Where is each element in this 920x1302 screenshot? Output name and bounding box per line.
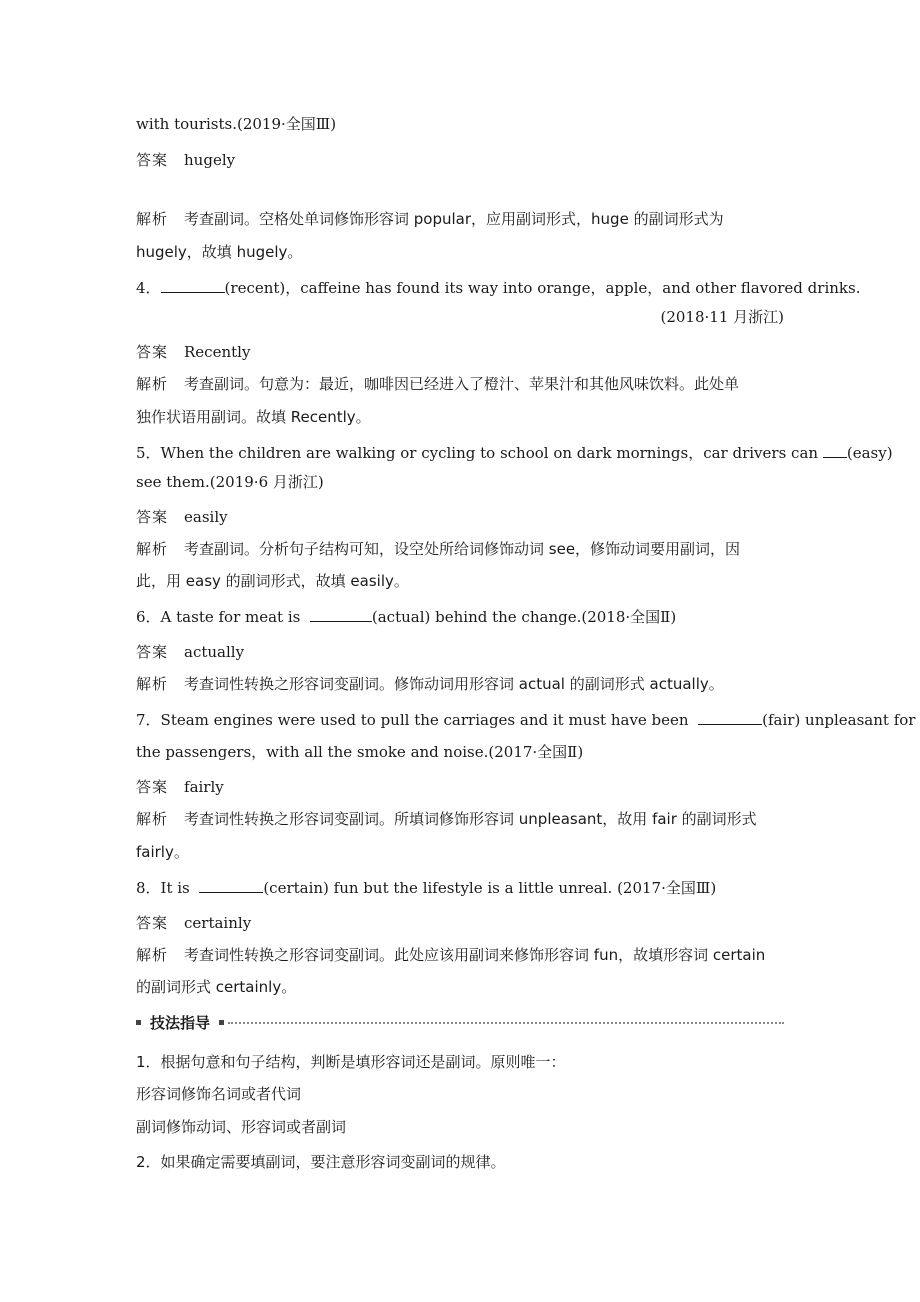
answer-row [136,642,244,662]
question-text: 6．A taste for meat is [136,608,301,626]
explanation-text: 考查词性转换之形容词变副词。修饰动词用形容词 actual 的副词形式 actually。 [184,675,724,693]
explanation-label: 解析 [136,375,169,393]
explanation-text: 考查词性转换之形容词变副词。所填词修饰形容词 unpleasant，故用 fair 的副词形式 [184,810,757,828]
square-bullet-icon [136,1020,141,1025]
explanation-continuation: fairly。 [136,843,189,861]
question-5 [136,443,893,463]
explanation-text: 考查副词。分析句子结构可知，设空处所给词修饰动词 see，修饰动词要用副词，因 [184,540,741,558]
explanation-text: 考查副词。句意为：最近，咖啡因已经进入了橙汁、苹果汁和其他风味饮料。此处单 [184,375,740,393]
question-text: 7．Steam engines were used to pull the carriages and it must have been [136,711,689,729]
explanation-row [136,674,724,694]
answer-label: 答案 [136,643,169,661]
question-number: 4． [136,279,161,297]
answer-value: actually [184,643,245,661]
answer-row [136,913,251,933]
answer-row [136,777,224,797]
tip-line: 2．如果确定需要填副词，要注意形容词变副词的规律。 [136,1153,506,1171]
answer-value: easily [184,508,228,526]
explanation-row [136,539,740,559]
answer-blank [310,607,372,622]
answer-blank [199,878,263,893]
answer-blank [823,443,847,458]
explanation-row [136,209,724,229]
question-text-end: (easy) [846,444,893,462]
answer-row [136,507,228,527]
answer-label: 答案 [136,151,169,169]
text-line: with tourists.(2019·全国Ⅲ) [136,115,337,133]
answer-value: hugely [184,151,236,169]
explanation-continuation: 的副词形式 certainly。 [136,978,297,996]
question-continuation: the passengers，with all the smoke and noise.(2017·全国Ⅱ) [136,743,584,761]
explanation-row [136,945,765,965]
explanation-continuation: hugely，故填 hugely。 [136,243,303,261]
answer-label: 答案 [136,343,169,361]
question-text-end: (actual) behind the change.(2018·全国Ⅱ) [371,608,677,626]
explanation-label: 解析 [136,675,169,693]
answer-value: certainly [184,914,252,932]
question-text: 8．It is [136,879,190,897]
answer-row [136,342,250,362]
question-continuation: see them.(2019·6 月浙江) [136,473,324,491]
question-8 [136,878,716,898]
question-source: (2018·11 月浙江) [660,308,784,326]
answer-label: 答案 [136,914,169,932]
tip-line: 形容词修饰名词或者代词 [136,1085,302,1103]
question-text: (recent)，caffeine has found its way into orange，apple，and other flavored drinks. [224,279,861,297]
explanation-continuation: 独作状语用副词。故填 Recently。 [136,408,371,426]
answer-blank [698,710,762,725]
explanation-continuation: 此，用 easy 的副词形式，故填 easily。 [136,572,409,590]
question-text-end: (fair) unpleasant for [762,711,916,729]
explanation-label: 解析 [136,210,169,228]
explanation-row [136,374,739,394]
explanation-row [136,809,757,829]
answer-blank [161,278,225,293]
tip-line: 1．根据句意和句子结构，判断是填形容词还是副词。原则唯一： [136,1053,566,1071]
answer-value: Recently [184,343,251,361]
question-text: 5．When the children are walking or cycling to school on dark mornings，car drivers can [136,444,819,462]
question-6 [136,607,676,627]
explanation-label: 解析 [136,810,169,828]
answer-label: 答案 [136,508,169,526]
explanation-label: 解析 [136,946,169,964]
square-bullet-icon [219,1020,224,1025]
explanation-text: 考查副词。空格处单词修饰形容词 popular，应用副词形式，huge 的副词形式为 [184,210,724,228]
question-text-end: (certain) fun but the lifestyle is a little unreal. (2017·全国Ⅲ) [263,879,717,897]
explanation-label: 解析 [136,540,169,558]
answer-value: fairly [184,778,224,796]
section-header [136,1013,784,1033]
answer-row [136,150,235,170]
question-7 [136,710,915,730]
section-title: 技法指导 [150,1014,211,1032]
tip-line: 副词修饰动词、形容词或者副词 [136,1118,347,1136]
explanation-text: 考查词性转换之形容词变副词。此处应该用副词来修饰形容词 fun，故填形容词 certain [184,946,766,964]
dotted-divider [228,1022,784,1024]
answer-label: 答案 [136,778,169,796]
question-4 [136,278,860,298]
